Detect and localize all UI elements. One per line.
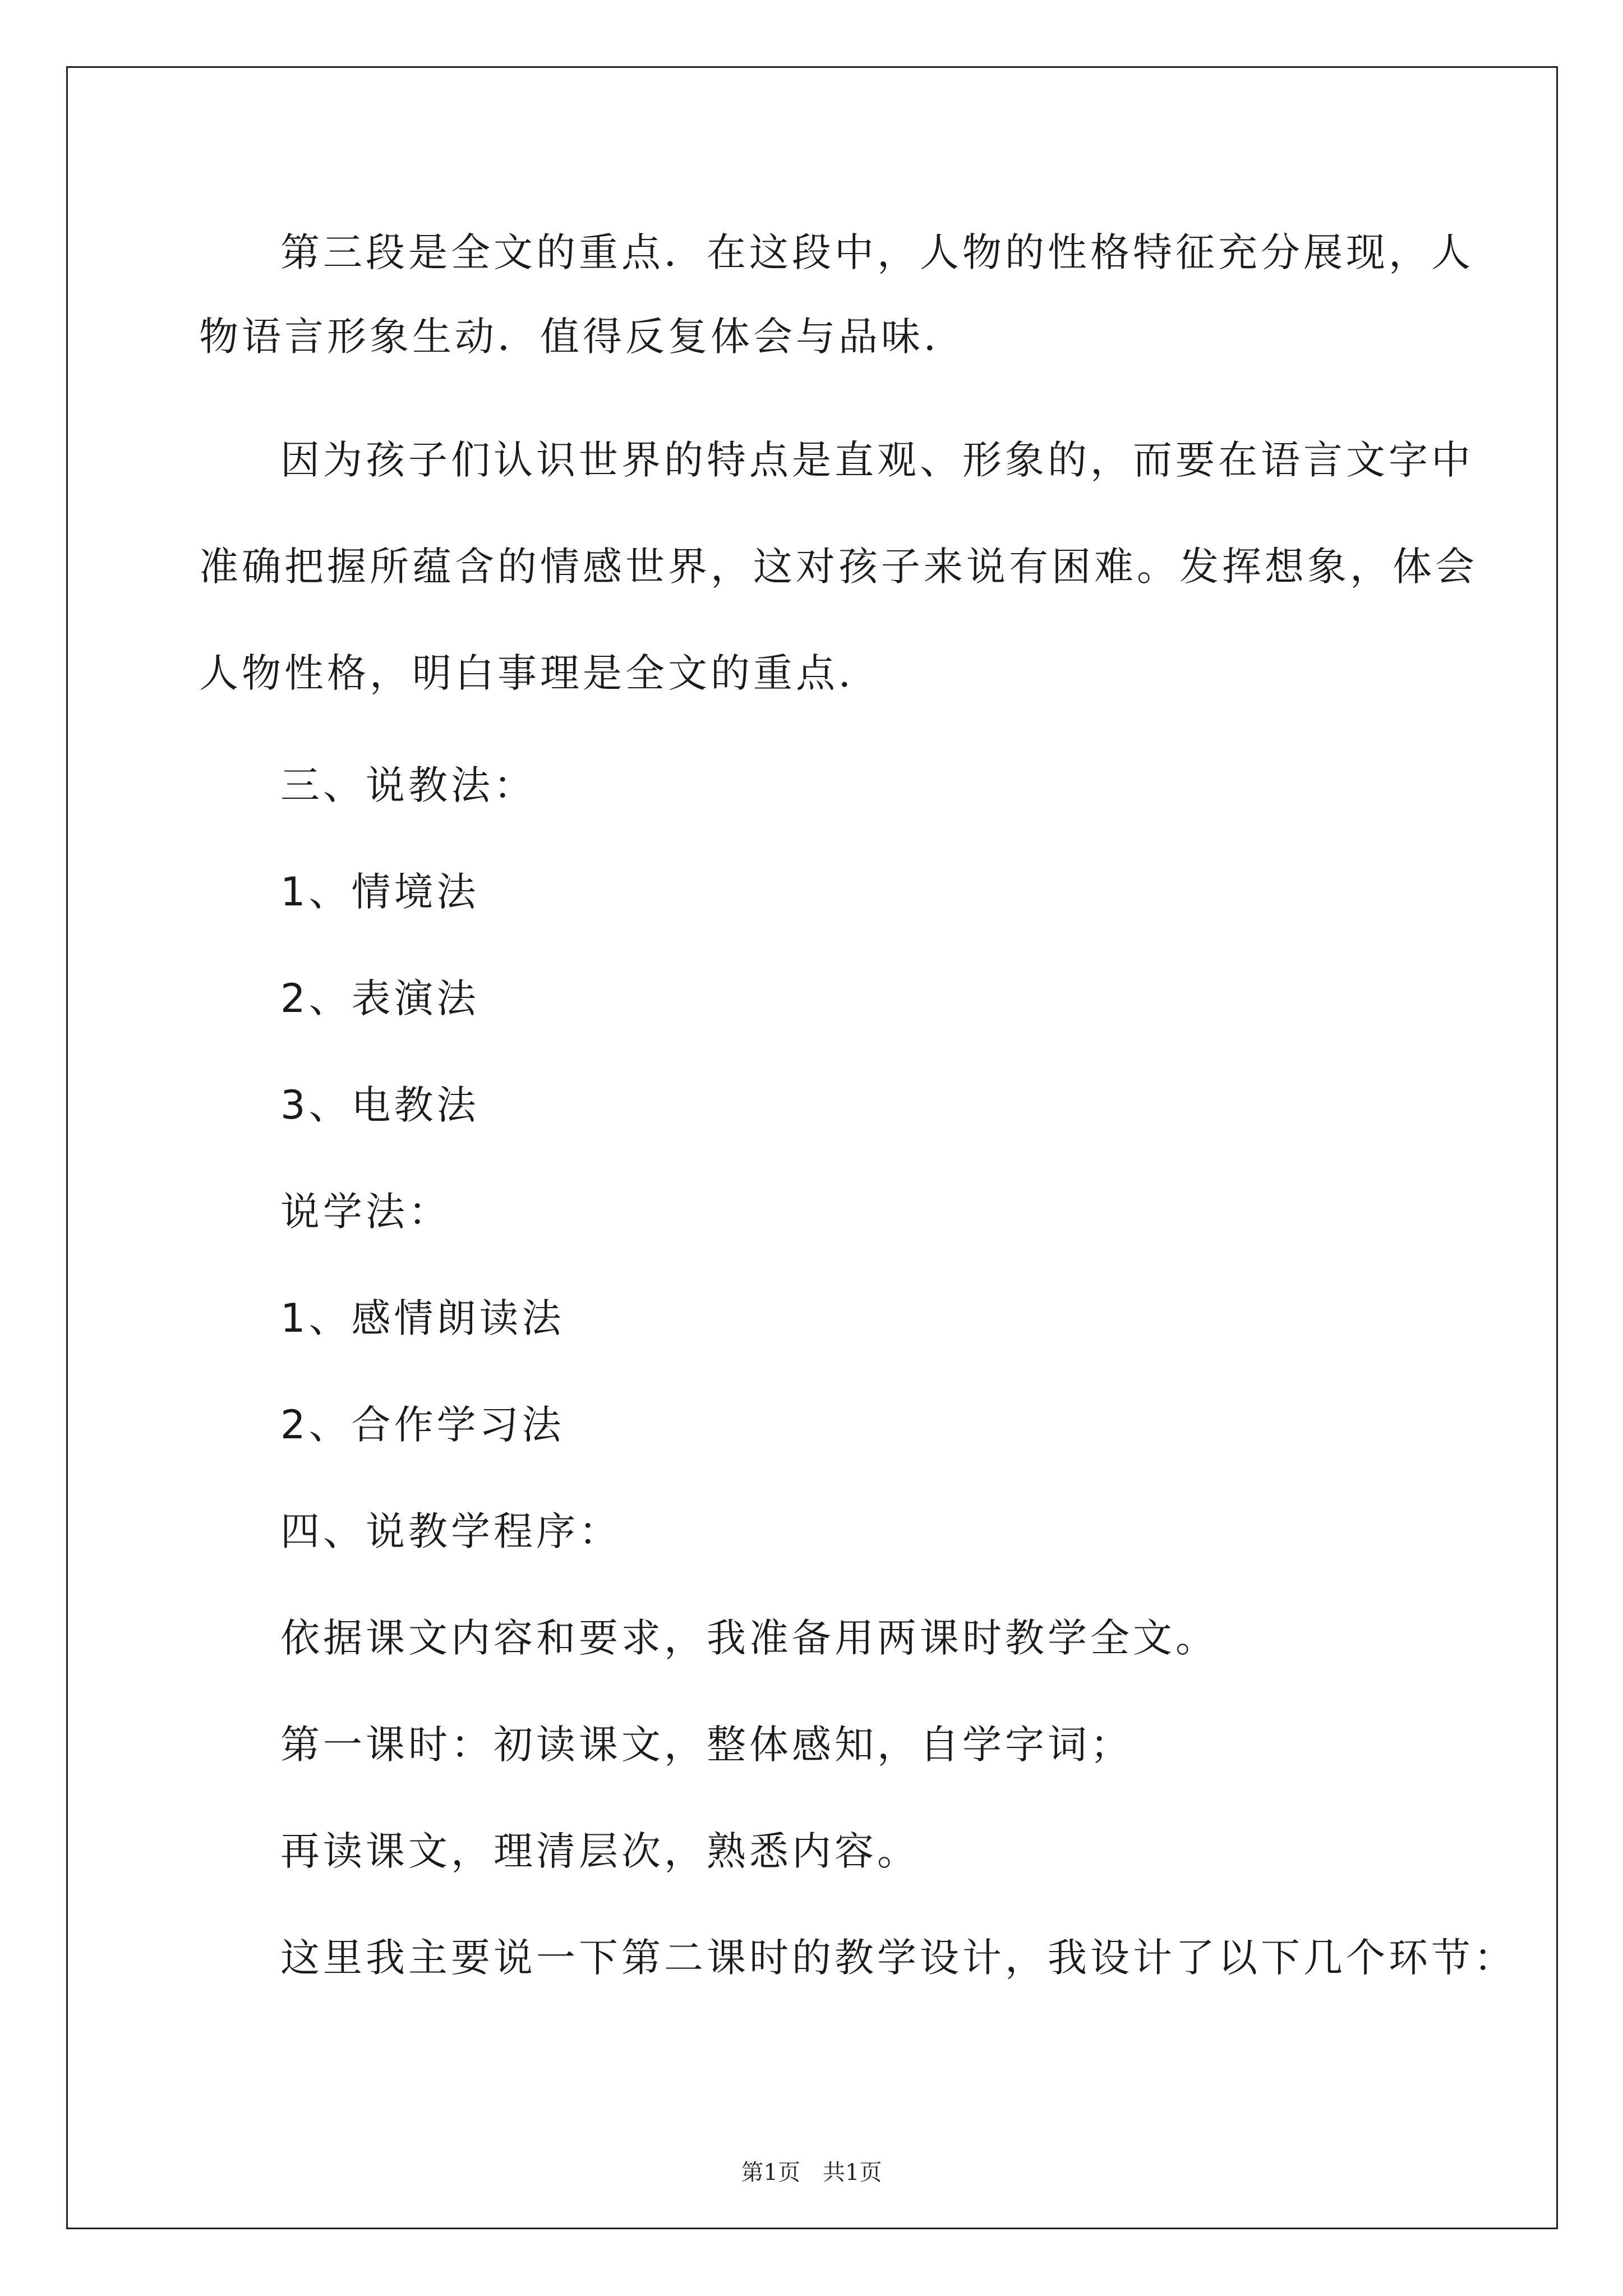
paragraph-line-5: 人物性格，明白事理是全文的重点． [199,650,881,696]
section-heading-learning-methods: 说学法： [280,1189,451,1235]
section-heading-teaching-procedure: 四、说教学程序： [280,1508,621,1554]
paragraph-line: 再读课文，理清层次，熟悉内容。 [280,1828,920,1874]
list-item: 3、电教法 [280,1082,479,1128]
paragraph-line-3: 因为孩子们认识世界的特点是直观、形象的，而要在语言文字中 [280,437,1474,483]
page-footer: 第1页 共1页 [741,2160,882,2185]
list-item: 2、合作学习法 [280,1402,565,1448]
page-border [66,66,1558,2229]
list-item: 2、表演法 [280,976,479,1022]
paragraph-line: 这里我主要说一下第二课时的教学设计，我设计了以下几个环节： [280,1935,1516,1981]
list-item: 1、情境法 [280,869,479,915]
paragraph-line: 依据课文内容和要求，我准备用两课时教学全文。 [280,1615,1218,1661]
section-heading-teaching-methods: 三、说教法： [280,762,536,808]
paragraph-line: 第一课时：初读课文，整体感知，自学字词； [280,1722,1133,1768]
paragraph-line-4: 准确把握所蕴含的情感世界，这对孩子来说有困难。发挥想象，体会 [199,544,1478,590]
paragraph-line-1: 第三段是全文的重点．在这段中，人物的性格特征充分展现，人 [280,229,1474,275]
list-item: 1、感情朗读法 [280,1295,565,1341]
paragraph-line-2: 物语言形象生动．值得反复体会与品味． [199,314,966,360]
